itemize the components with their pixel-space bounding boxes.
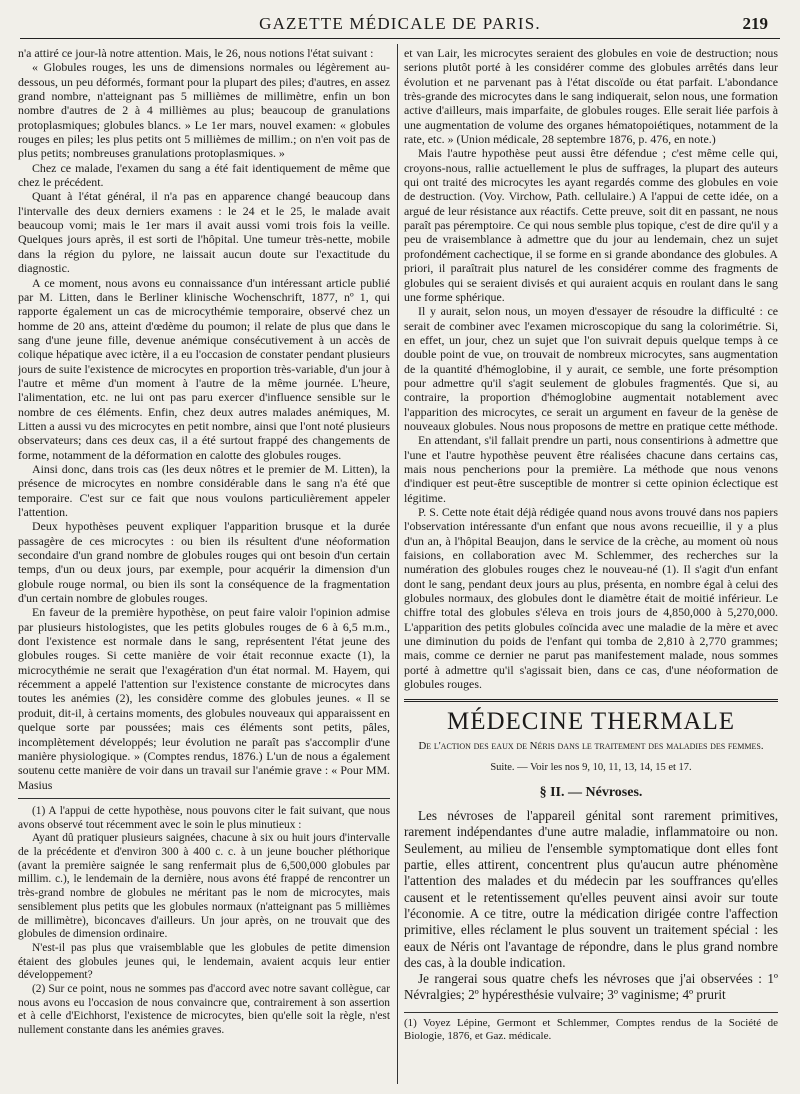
paragraph: Il y aurait, selon nous, un moyen d'essayer de résoudre la difficulté : ce serait de combiner avec l'examen microscopique du sang la colorimétrie. Si, en effet, un jour, chez un sujet que l'on suivrait depuis quelque temps à ce double point de vue, on trouvait de nombreux microcytes, sans augmentation de la quantité d'hémoglobine, il y aurait, ce semble, une forte présomption pour admettre qu'il s'agit seulement de globules fragmentés. Que si, au contraire, la proportion d'hémoglobine augmentait notablement avec l'apparition des microcytes, ce serait un argument en faveur de la genèse de nouveaux globules. Nous nous proposons de mettre en pratique cette méthode. [404,304,778,433]
right-column [404,46,778,1086]
paragraph: En faveur de la première hypothèse, on peut faire valoir l'opinion admise par plusieurs histologistes, que les petits globules rouges de 6 à 6,5 m.m., dont l'existence est normale dans le sang, représentent l'état jeune des globules rouges. Si cette manière de voir était reconnue exacte (1), la microcythémie ne serait que l'exagération d'un état normal. M. Hayem, qui récemment a appelé l'attention sur l'existence constante de microcytes dans toutes les anémies (2), les considère comme des globules jeunes. « Il se produit, dit-il, à certains moments, des globules nouveaux qui apparaissent en quelque sorte par poussées; mais ces éléments sont petits, pâles, incomplètement développés; leur évolution ne paraît pas s'accomplir d'une manière physiologique. » (Comptes rendus, 1876.) L'un de nous a également soutenu cette manière de voir dans un travail sur l'anémie grave : « Pour MM. Masius [18,605,390,792]
column-divider [397,44,398,1084]
paragraph: « Globules rouges, les uns de dimensions normales ou légèrement au-dessous, un peu déformés, formant pour la plupart des piles; d'autres, en assez grand nombre, n'atteignant pas 5 millièmes de millimètre, enfin un bon nombre d'autres de 2 à 4 millièmes au plus; beaucoup de granulations protoplasmiques; globules blancs. » Le 1er mars, nouvel examen: « globules rouges en piles; les plus petits ont 5 millièmes de millim.; on n'en voit pas de plus petits; nombreuses granulations protoplasmiques. » [18,60,390,161]
footnote: N'est-il pas plus que vraisemblable que les globules de petite dimension étaient des globules jeunes qui, le lendemain, avaient acquis leur entier développement? [18,941,390,982]
section-title: MÉDECINE THERMALE [446,708,736,736]
section-separator [404,699,778,702]
paragraph: A ce moment, nous avons eu connaissance d'un intéressant article publié par M. Litten, dans le Berliner klinische Wochenschrift, 1877, nº 1, qui rapporte également un cas de microcythémie temporaire, observé chez un homme de 20 ans, atteint d'œdème du poumon; il relate de plus que dans le sang d'une jeune fille, devenue anémique consécutivement à un accès de colique hépatique avec ictère, il a eu l'occasion de constater pendant plusieurs jours de suite l'existence de microcytes en proportion très-variable, d'un jour à l'autre et même d'un moment à l'autre de la même journée. L'heure, l'alimentation, etc. ne lui ont pas paru exercer d'influence sensible sur le nombre de ces éléments. Enfin, chez deux autres malades anémiques, M. Litten a aussi vu des microcytes en petit nombre, ainsi que l'ont noté plusieurs observateurs; dans ces deux cas, il a été surtout frappé des changements de forme, notamment de la déformation en calotte des globules rouges. [18,275,390,462]
page-number: 219 [742,14,768,33]
paragraph: Les névroses de l'appareil génital sont rarement primitives, rarement indépendantes d'une autre maladie, inflammatoire ou non. Seulement, au milieu de l'ensemble symptomatique dont elles font partie, elles attirent, concentrent plus qu'aucun autre phénomène l'attention des malades et du médecin par les souffrances qu'elles causent et le retentissement qu'elles peuvent ainsi avoir sur toute l'économie. A ce titre, outre la médication dirigée contre l'affection primitive, elles réclament le plus souvent un traitement spécial : les eaux de Néris ont l'avantage de répondre, dans le plus grand nombre des cas, à la double indication. [404,808,778,970]
footnote: (1) A l'appui de cette hypothèse, nous pouvons citer le fait suivant, que nous avons observé tout récemment avec le soin le plus minutieux : [18,804,390,831]
footnote: Ayant dû pratiquer plusieurs saignées, chacune à six ou huit jours d'intervalle de la précédente et d'environ 300 à 400 c. c. à un jeune boucher pléthorique (avant la première saignée le sang renfermait plus de 6,500,000 globules par millim. c.), le lendemain de la dernière, nous avons été frappé de rencontrer un très-grand nombre de globules ne méritant pas le nom de microcytes, mais sensiblement plus petits que les globules normaux (n'atteignant pas 5 millièmes de millimètre), biconcaves d'ailleurs. Un jour après, on ne trouvait que des globules de dimension ordinaire. [18,832,390,941]
journal-title: GAZETTE MÉDICALE DE PARIS. [259,14,541,33]
paragraph: Deux hypothèses peuvent expliquer l'apparition brusque et la durée passagère de ces microcytes : ou bien ils résultent d'une néoformation secondaire d'un grand nombre de globules rouges qui ont besoin d'un certain temps, d'un ou deux jours, par exemple, pour acquérir la dimension d'un globule rouge normal, ou bien ils sont la conséquence de la fragmentation d'un certain nombre de globules rouges. [18,519,390,606]
footnote: (2) Sur ce point, nous ne sommes pas d'accord avec notre savant collègue, car nous avons eu l'occasion de nous convaincre que, contrairement à son assertion et à celle d'Eichhorst, l'existence de microcytes, bien qu'elle soit la règle, n'est nullement constante dans les anémies graves. [18,983,390,1037]
subsection-heading: § II. — Névroses. [539,784,643,800]
paragraph: Quant à l'état général, il n'a pas en apparence changé beaucoup dans l'intervalle des deux derniers examens : le 24 et le 25, le malade avait beaucoup vomi; mais le 1er mars il avait aussi vomi trois fois la veille. Quelques jours après, il est sorti de l'hôpital. Une tumeur très-nette, mobile dans la région du pylore, ne laissait aucun doute sur l'exactitude du diagnostic. [18,189,390,276]
paragraph: P. S. Cette note était déjà rédigée quand nous avons trouvé dans nos papiers l'observation intéressante d'un enfant que nous avons recueillie, il y a plus d'un an, à l'hôpital Beaujon, dans le service de la crèche, au moment où nous faisions, en collaboration avec M. Schlemmer, des recherches sur la numération des globules rouges chez le nouveau-né (1). Il s'agit d'un enfant dont le sang, pendant deux jours au plus, présenta, en nombre égal à celui des globules normaux, des globules dont le diamètre était de moitié inférieur. Le chiffre total des globules s'éleva en trois jours de 4,850,000 à 5,270,000. L'apparition des petits globules coïncida avec une maladie de la mère et avec une diminution du poids de l'enfant qui tomba de 2,810 à 2,770 grammes; mais, comme ce dernier ne parut pas manifestement malade, nous sommes porté à admettre qu'il s'agissait bien, dans ce cas, d'une néoformation de globules rouges. [404,505,778,692]
article-title: De l'action des eaux de Néris dans le traitement des maladies des femmes. [418,740,764,753]
paragraph: En attendant, s'il fallait prendre un parti, nous consentirions à admettre que l'une et l'autre hypothèse peuvent être réalisées chacune dans certains cas, mais nous pencherions pour la première. La méthode que nous venons d'indiquer est peut-être susceptible de montrer si cette opinion éclectique est légitime. [404,433,778,505]
paragraph: Ainsi donc, dans trois cas (les deux nôtres et le premier de M. Litten), la présence de microcytes en nombre considérable dans le sang n'a été que temporaire. C'est sur ce fait que nous voulons particulièrement appeler l'attention. [18,461,390,519]
page-header [20,14,780,39]
paragraph: Chez ce malade, l'examen du sang a été fait identiquement de même que chez le précédent. [18,160,390,190]
paragraph: Je rangerai sous quatre chefs les névroses que j'ai observées : 1º Névralgies; 2º hypéresthésie vulvaire; 3º vaginisme; 4º prurit [404,971,778,1003]
footnote: (1) Voyez Lépine, Germont et Schlemmer, Comptes rendus de la Société de Biologie, 1876, et Gaz. médicale. [404,1012,778,1044]
paragraph: et van Lair, les microcytes seraient des globules en voie de destruction; nous serions plutôt porté à les considérer comme des globules arrêtés dans leur évolution et ne parvenant pas à l'état discoïde ou état parfait. L'abondance très-grande des microcytes dans le sang indiquerait, selon nous, une formation active d'ailleurs, mais imparfaite, de globules rouges. Elle serait liée parfois à une augmentation de volume des organes hématopoiétiques, notamment de la rate, etc. » (Union médicale, 28 septembre 1876, p. 476, en note.) [404,46,778,147]
left-column [18,46,390,1086]
paragraph: Mais l'autre hypothèse peut aussi être défendue ; c'est même celle qui, croyons-nous, rallie actuellement le plus de suffrages, la plupart des auteurs qui ont traité des microcytes les ayant regardés comme des globules en voie de destruction. (Voy. Virchow, Path. cellulaire.) A l'appui de cette idée, on a argué de leur résistance aux réactifs. Cette preuve, soit dit en passant, ne nous paraît pas péremptoire. Ce qui nous semble plus topique, c'est de dire qu'il y a peu de vraisemblance à admettre que du jour au lendemain, chez un sujet profondément cachectique, il se forme en si grande abondance des globules. A priori, il paraîtrait plus naturel de les considérer comme des fragments de globules qui se seraient divisés et qui auraient acquis en roulant dans le sang une forme sphérique. [404,146,778,304]
paragraph: n'a attiré ce jour-là notre attention. Mais, le 26, nous notions l'état suivant : [18,46,374,60]
article-body [404,808,778,1004]
footnotes [18,798,390,1038]
continuation-note: Suite. — Voir les nos 9, 10, 11, 13, 14, 15 et 17. [490,762,692,774]
